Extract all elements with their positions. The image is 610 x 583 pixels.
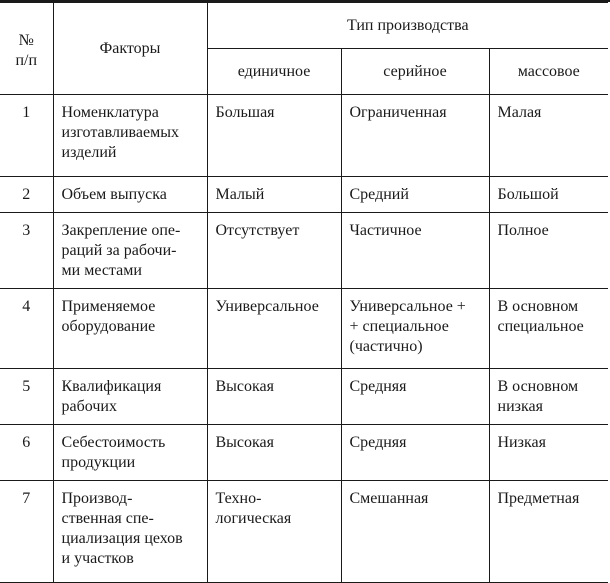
cell-single: Универсальное xyxy=(207,289,341,369)
cell-single: Малый xyxy=(207,177,341,213)
cell-single: Отсутствует xyxy=(207,213,341,289)
cell-single: Высокая xyxy=(207,369,341,425)
header-type-serial: серийное xyxy=(341,49,489,95)
header-type-single: единичное xyxy=(207,49,341,95)
table-row xyxy=(0,369,608,425)
cell-single: Техно- логическая xyxy=(207,481,341,583)
cell-serial: Средний xyxy=(341,177,489,213)
row-factor: Объем выпуска xyxy=(53,177,207,213)
cell-mass: Предметная xyxy=(489,481,608,583)
table-row xyxy=(0,481,608,583)
header-production-type: Тип производства xyxy=(207,3,608,49)
cell-mass: Полное xyxy=(489,213,608,289)
cell-mass: В основном специальное xyxy=(489,289,608,369)
cell-serial: Универсальное + + специальное (частично) xyxy=(341,289,489,369)
cell-serial: Смешанная xyxy=(341,481,489,583)
row-factor: Номенклатура изготавливаемых изделий xyxy=(53,95,207,177)
table-row xyxy=(0,289,608,369)
row-number: 6 xyxy=(0,425,53,481)
production-types-table xyxy=(0,2,608,583)
cell-serial: Ограниченная xyxy=(341,95,489,177)
cell-mass: Низкая xyxy=(489,425,608,481)
cell-mass: Большой xyxy=(489,177,608,213)
row-factor: Применяемое оборудование xyxy=(53,289,207,369)
row-number: 3 xyxy=(0,213,53,289)
cell-mass: Малая xyxy=(489,95,608,177)
cell-serial: Частичное xyxy=(341,213,489,289)
row-factor: Закрепление опе- раций за рабочи- ми местами xyxy=(53,213,207,289)
table-row xyxy=(0,425,608,481)
row-factor: Квалификация рабочих xyxy=(53,369,207,425)
row-number: 4 xyxy=(0,289,53,369)
cell-mass: В основном низкая xyxy=(489,369,608,425)
row-factor: Производ- ственная спе- циализация цехов и участков xyxy=(53,481,207,583)
table-row xyxy=(0,95,608,177)
table-row xyxy=(0,177,608,213)
cell-serial: Средняя xyxy=(341,425,489,481)
header-factors: Факторы xyxy=(53,3,207,95)
header-num: № п/п xyxy=(0,3,53,95)
row-number: 1 xyxy=(0,95,53,177)
table-row xyxy=(0,213,608,289)
row-number: 5 xyxy=(0,369,53,425)
header-type-mass: массовое xyxy=(489,49,608,95)
cell-single: Высокая xyxy=(207,425,341,481)
header-row-1 xyxy=(0,3,608,49)
cell-single: Большая xyxy=(207,95,341,177)
cell-serial: Средняя xyxy=(341,369,489,425)
row-number: 7 xyxy=(0,481,53,583)
row-number: 2 xyxy=(0,177,53,213)
row-factor: Себестоимость продукции xyxy=(53,425,207,481)
